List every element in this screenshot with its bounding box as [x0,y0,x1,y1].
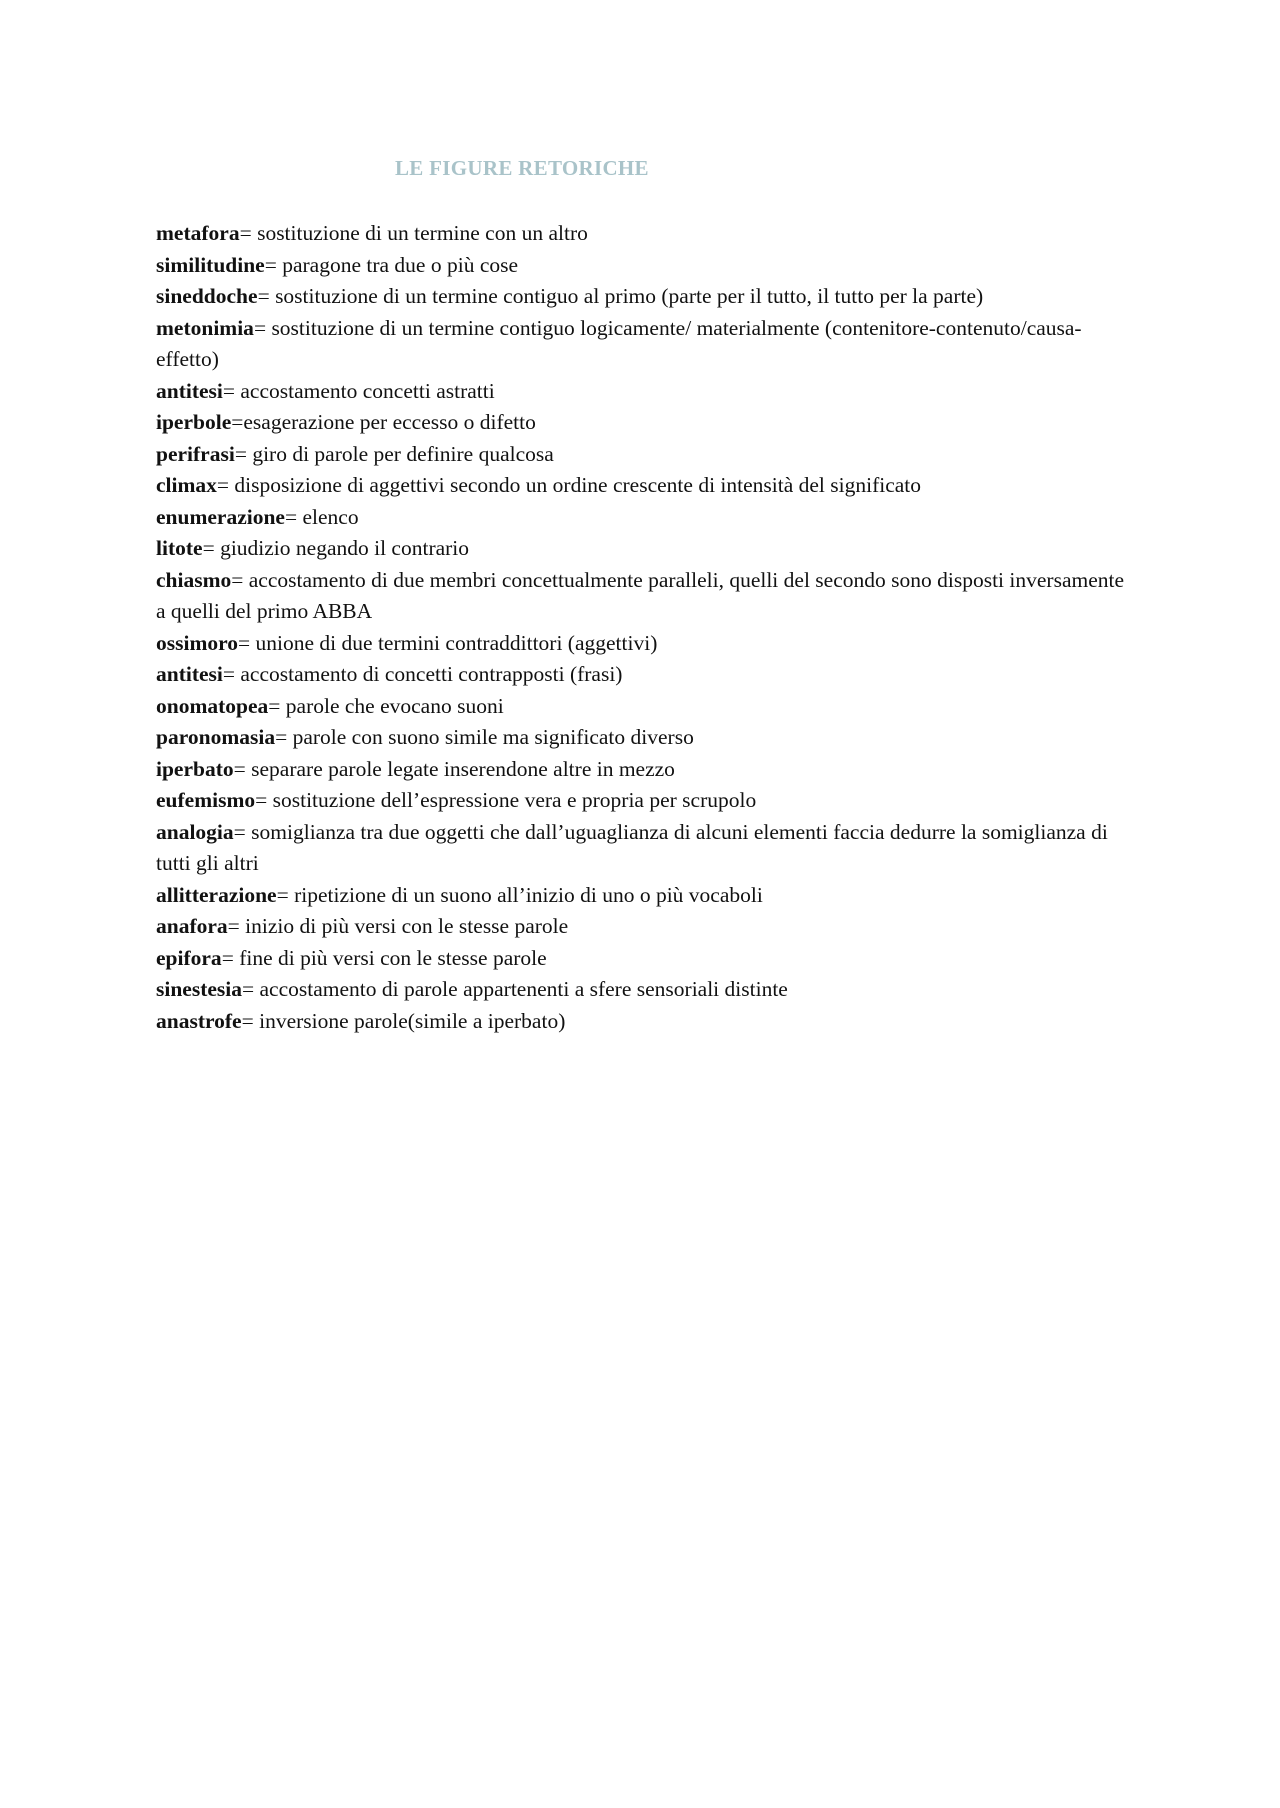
entry-term: litote [156,536,203,560]
entry-term: iperbato [156,756,234,781]
entry-term: sinestesia [156,977,242,1001]
definition-entry [156,281,1136,313]
entry-definition: = unione di due termini contraddittori (aggettivi) [238,630,658,655]
entry-definition: = ripetizione di un suono all’inizio di uno o più vocaboli [276,882,763,907]
definition-entry [156,880,1136,912]
entry-term: antitesi [156,378,223,403]
entry-term: climax [156,473,217,497]
entry-definition: =esagerazione per eccesso o difetto [231,410,536,434]
definition-entry [156,502,1136,534]
entry-definition: = giudizio negando il contrario [202,536,470,560]
entry-definition: = inversione parole(simile a iperbato) [241,1008,566,1033]
definition-entry [156,407,1136,439]
entry-term: sineddoche [156,284,258,308]
entry-term: metonimia [156,315,254,340]
definition-entry [156,943,1136,975]
entry-term: metafora [156,221,240,245]
entry-definition: = parole che evocano suoni [268,693,504,718]
definition-entry [156,628,1136,660]
definition-entry [156,754,1136,786]
definition-entry [156,974,1136,1006]
entry-definition: = accostamento di parole appartenenti a sfere sensoriali distinte [242,977,788,1001]
definition-entry [156,313,1136,376]
entry-definition: = separare parole legate inserendone altre in mezzo [233,756,675,781]
entry-definition: = paragone tra due o più cose [264,252,519,277]
definition-entry [156,722,1136,754]
definition-entry [156,785,1136,817]
definition-entry [156,218,1136,250]
entry-term: antitesi [156,662,223,686]
entry-term: perifrasi [156,441,235,466]
entry-definition: = accostamento di due membri concettualmente paralleli, quelli del secondo sono disposti inversamente a quelli del primo ABBA [156,567,1125,623]
entry-term: eufemismo [156,788,256,812]
entry-definition: = somiglianza tra due oggetti che dall’uguaglianza di alcuni elementi faccia dedurre la somiglianza di tutti gli altri [156,819,1108,875]
entry-term: anafora [156,914,228,938]
definition-entry [156,911,1136,943]
definition-list [156,218,1136,1037]
entry-definition: = sostituzione di un termine contiguo al primo (parte per il tutto, il tutto per la parte) [257,284,984,308]
entry-term: anastrofe [156,1008,242,1033]
definition-entry [156,817,1136,880]
definition-entry [156,439,1136,471]
entry-definition: = sostituzione di un termine contiguo logicamente/ materialmente (contenitore-contenuto/causa-effetto) [156,315,1082,371]
entry-definition: = elenco [284,504,359,529]
entry-definition: = giro di parole per definire qualcosa [234,441,554,466]
definition-entry [156,533,1136,565]
entry-term: enumerazione [156,504,285,529]
entry-term: chiasmo [156,567,232,592]
entry-term: analogia [156,819,234,844]
document-title: LE FIGURE RETORICHE [395,156,649,180]
definition-entry [156,470,1136,502]
entry-term: iperbole [156,410,232,434]
entry-term: onomatopea [156,693,269,718]
entry-definition: = fine di più versi con le stesse parole [221,945,547,970]
definition-entry [156,376,1136,408]
entry-term: ossimoro [156,630,239,655]
entry-definition: = sostituzione dell’espressione vera e propria per scrupolo [255,788,757,812]
entry-definition: = accostamento di concetti contrapposti (frasi) [222,662,623,686]
definition-entry [156,1006,1136,1038]
entry-definition: = inizio di più versi con le stesse parole [227,914,569,938]
entry-term: similitudine [156,252,265,277]
entry-definition: = sostituzione di un termine con un altro [239,221,588,245]
entry-term: allitterazione [156,882,277,907]
entry-definition: = parole con suono simile ma significato diverso [275,725,694,749]
definition-entry [156,250,1136,282]
definition-entry [156,691,1136,723]
entry-definition: = disposizione di aggettivi secondo un ordine crescente di intensità del significato [216,473,922,497]
entry-term: epifora [156,945,222,970]
entry-term: paronomasia [156,725,276,749]
definition-entry [156,565,1136,628]
entry-definition: = accostamento concetti astratti [222,378,495,403]
definition-entry [156,659,1136,691]
